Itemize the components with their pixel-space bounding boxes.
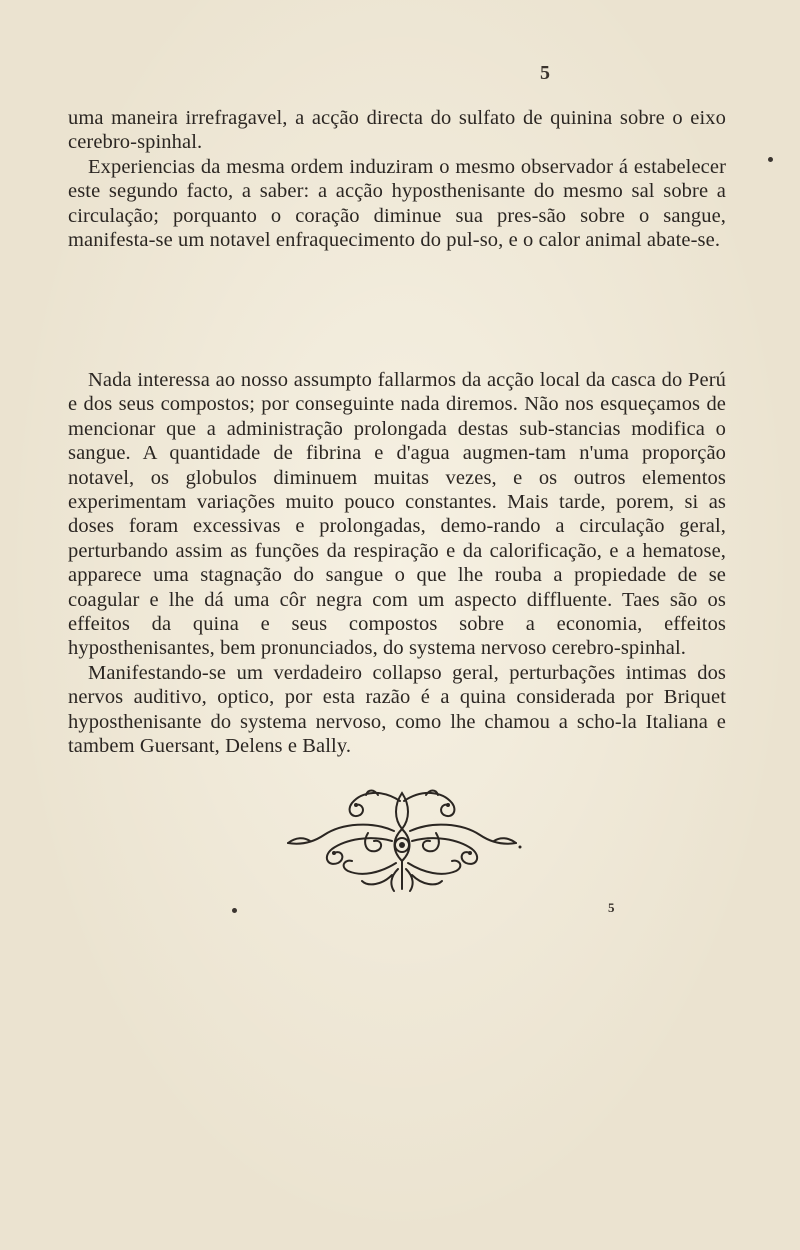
paragraph-experiencias: Experiencias da mesma ordem induziram o mesmo observador á estabelecer este segundo facto, a saber: a acção hyposthenisante do mesmo sal sobre a circulação; porquanto o coração diminue sua pres-são sobre o sangue, manifesta-se um notavel enfraquecimento do pul-so, e o calor animal abate-se.	[68, 155, 726, 252]
decorative-flourish-icon	[282, 785, 522, 895]
ink-speck	[232, 908, 237, 913]
paragraph-manifestando: Manifestando-se um verdadeiro collapso geral, perturbações intimas dos nervos auditivo, optico, por esta razão é a quina considerada por Briquet hyposthenisante do systema nervoso, como lhe chamou a scho-la Italiana e tambem Guersant, Delens e Bally.	[68, 661, 726, 758]
text-block-top	[68, 106, 726, 252]
page-number: 5	[540, 62, 550, 84]
paragraph-continuation: uma maneira irrefragavel, a acção directa do sulfato de quinina sobre o eixo cerebro-spinhal.	[68, 107, 726, 154]
ink-speck	[768, 157, 773, 162]
paragraph-nada-interessa: Nada interessa ao nosso assumpto fallarmos da acção local da casca do Perú e dos seus compostos; por conseguinte nada diremos. Não nos esqueçamos de mencionar que a administração prolongada destas sub-stancias modifica o sangue. A quantidade de fibrina e d'agua augmen-tam n'uma proporção notavel, os globulos diminuem muitas vezes, e os outros elementos experimentam variações muito pouco constantes. Mais tarde, porem, si as doses foram excessivas e prolongadas, demo-rando a circulação geral, perturbando assim as funções da respiração e da calorificação, e a hematose, apparece uma stagnação do sangue o que lhe rouba a propiedade de se coagular e lhe dá uma côr negra com um aspecto diffluente. Taes são os effeitos da quina e seus compostos sobre a economia, effeitos hyposthenisantes, bem pronunciados, do systema nervoso cerebro-spinhal.	[68, 369, 726, 660]
signature-mark: 5	[608, 900, 615, 915]
text-block-main	[68, 368, 726, 759]
